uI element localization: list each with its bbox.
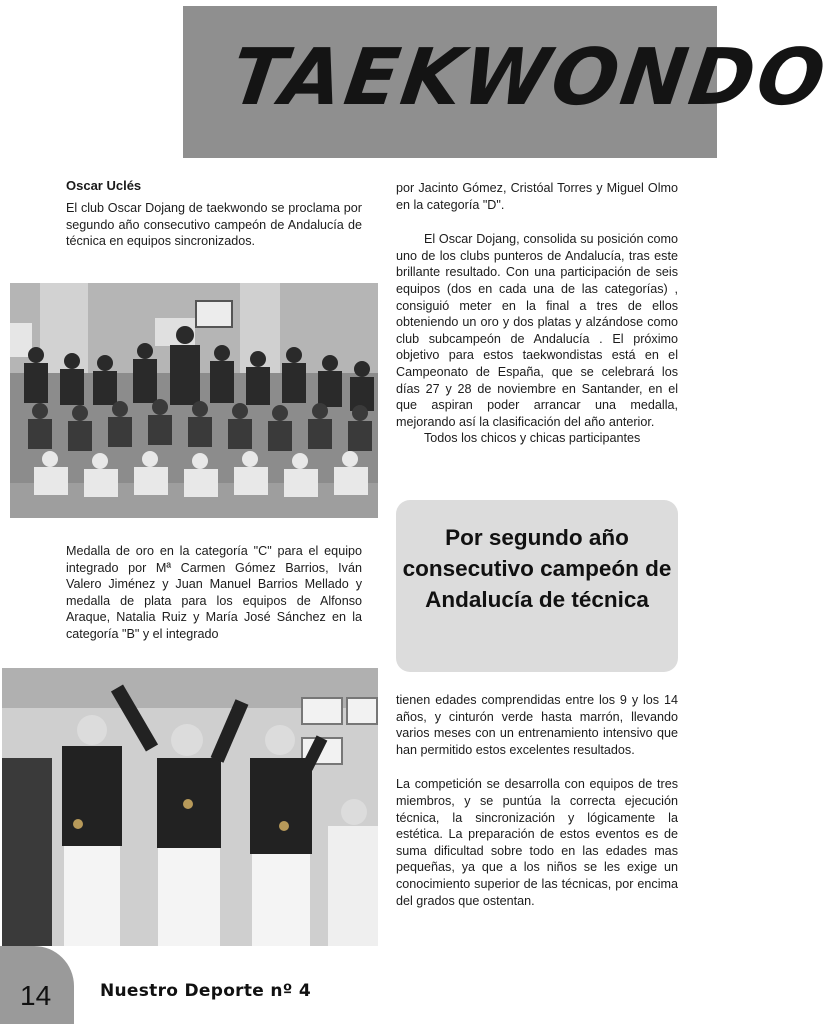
pullquote: Por segundo año consecutivo campeón de Andalucía de técnica [402,525,672,612]
photo-caption: Medalla de oro en la categoría "C" para el equipo integrado por Mª Carmen Gómez Barrios, Iván Valero Jiménez y Juan Manuel Barrios Mellado y medalla de plata para los equipos de Alfonso Araque, Natalia Ruiz y María José Sánchez en la categoría "B" y el integrado [66,544,362,641]
group-photo [10,283,378,518]
lead-paragraph: El club Oscar Dojang de taekwondo se proclama por segundo año consecutivo campeón de Andalucía de técnica en equipos sincronizados. [66,201,362,249]
article-right-column [396,180,678,447]
page-title: TAEKWONDO [225,33,834,123]
paragraph: La competición se desarrolla con equipos de tres miembros, y se puntúa la correcta ejecución técnica, la sincronización y lógicamente la estética. La preparación de estos eventos es de suma dificultad sobre todo en las edades mas pequeñas, ya que a los niños se les exige un conocimiento superior de las técnicas, por encima del grados que ostentan. [396,777,678,908]
podium-photo [2,668,378,946]
author-name: Oscar Uclés [66,178,142,193]
paragraph: por Jacinto Gómez, Cristóal Torres y Miguel Olmo en la categoría "D". [396,181,678,212]
page-number: 14 [20,980,52,1011]
magazine-name: Nuestro Deporte nº 4 [100,981,311,1001]
paragraph: El Oscar Dojang, consolida su posición como uno de los clubs punteros de Andalucía, tras este brillante resultado. Con una participación de seis equipos (dos en cada una de las categorías) , consiguió meter en la final a tres de ellos obteniendo un oro y dos platas y alzándose como club subcampeón de Andalucía . El próximo objetivo para estos taekwondistas está en el Campeonato de España, que se celebrará los días 27 y 28 de noviembre en Santander, en el que aspiran poder arrancar una medalla, mejorando así la clasificación del año anterior. [396,232,678,429]
paragraph: tienen edades comprendidas entre los 9 y los 14 años, y cinturón verde hasta marrón, llevando varios meses con un entrenamiento intensivo que han permitido estos excelentes resultados. [396,693,678,757]
article-right-column-continued [396,692,678,927]
paragraph: Todos los chicos y chicas participantes [424,431,641,446]
